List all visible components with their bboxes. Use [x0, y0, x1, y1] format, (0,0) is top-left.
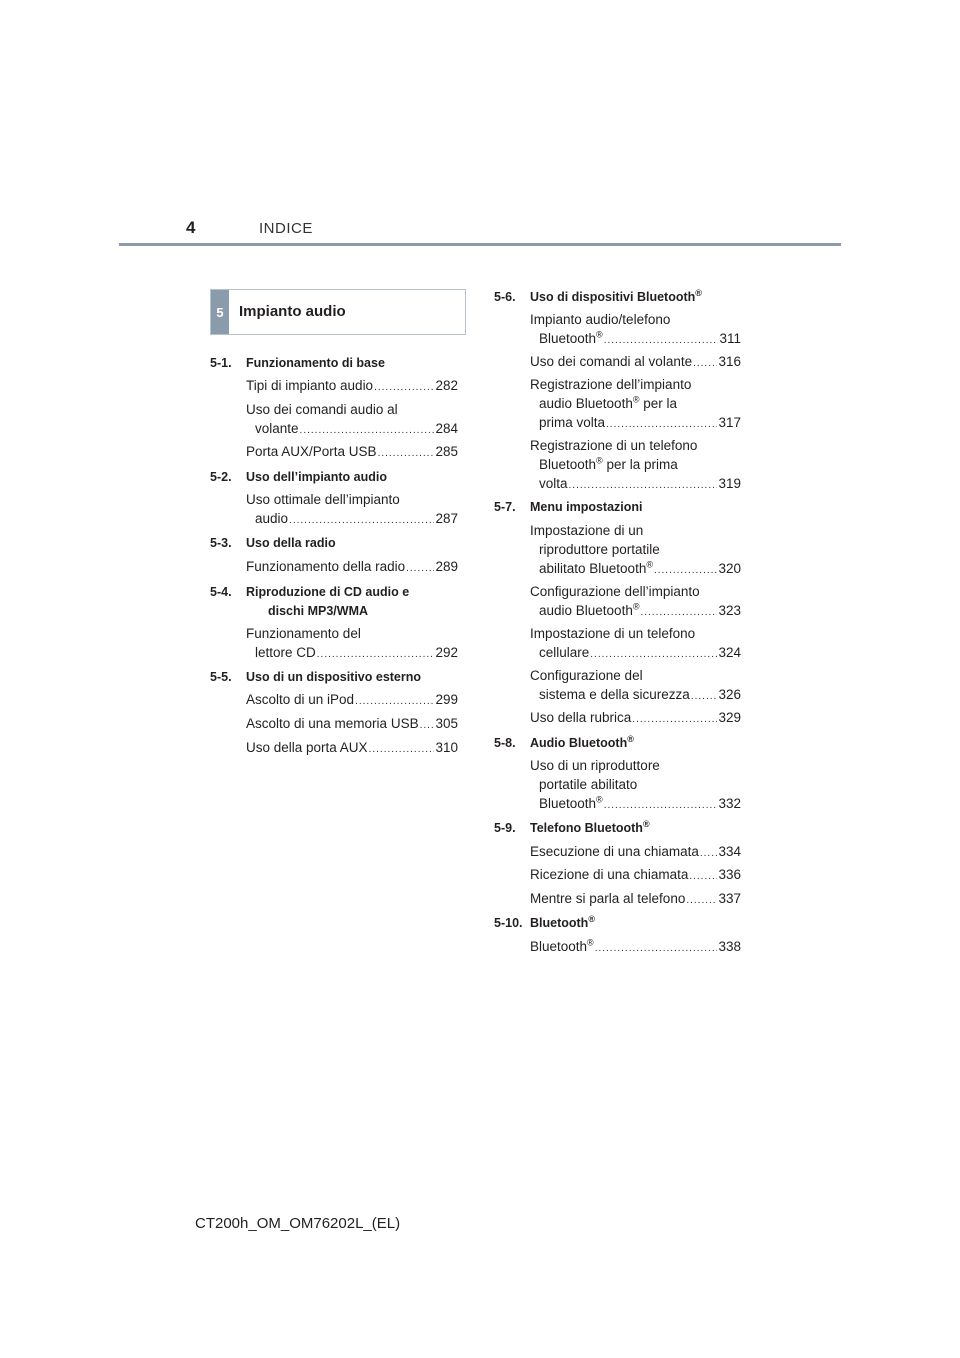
toc-entry[interactable]: Impianto audio/telefono Bluetooth® ..... 311 [530, 310, 741, 350]
toc-entry[interactable]: Uso della porta AUX ..... 310 [246, 738, 458, 759]
section-title: Impianto audio [239, 303, 346, 320]
page-ref: 323 [718, 603, 741, 618]
page-ref: 299 [435, 692, 458, 707]
page-ref: 337 [718, 891, 741, 906]
chapter-number: 5-1. [210, 356, 232, 370]
page-ref: 317 [718, 415, 741, 430]
toc-entry[interactable]: Ascolto di una memoria USB ..... 305 [246, 714, 458, 735]
toc-entry[interactable]: Uso dei comandi audio al volante ..... 284 [246, 400, 458, 440]
chapter-title: Uso dell’impianto audio [246, 470, 387, 484]
page-ref: 316 [718, 354, 741, 369]
toc-entry[interactable]: Ascolto di un iPod ..... 299 [246, 690, 458, 711]
page-ref: 329 [718, 710, 741, 725]
page-ref: 282 [435, 378, 458, 393]
registered-mark: ® [642, 818, 650, 829]
toc-entry[interactable]: Uso ottimale dell’impianto audio ..... 287 [246, 490, 458, 530]
section-heading [210, 289, 466, 335]
chapter-title: Audio Bluetooth [530, 736, 628, 750]
toc-entry[interactable]: Uso dei comandi al volante ..... 316 [530, 352, 741, 373]
toc-entry[interactable]: Porta AUX/Porta USB ..... 285 [246, 442, 458, 463]
chapter-title: Riproduzione di CD audio e [246, 585, 410, 599]
page-ref: 332 [718, 796, 741, 811]
document-code: CT200h_OM_OM76202L_(EL) [195, 1215, 401, 1232]
page-ref: 289 [435, 559, 458, 574]
chapter-title: Uso di dispositivi Bluetooth [530, 290, 696, 304]
toc-entry[interactable]: Funzionamento della radio ..... 289 [246, 557, 458, 578]
chapter-number: 5-5. [210, 670, 232, 684]
page-ref: 310 [435, 740, 458, 755]
page-ref: 292 [435, 645, 458, 660]
chapter-number: 5-9. [494, 821, 516, 835]
chapter-title: Funzionamento di base [246, 356, 385, 370]
chapter-title: Telefono Bluetooth [530, 821, 643, 835]
page-ref: 336 [718, 867, 741, 882]
section-number: 5 [211, 290, 229, 334]
toc-entry[interactable]: Registrazione di un telefono Bluetooth® per la prima volta ..... 319 [530, 436, 741, 495]
toc-entry[interactable]: Funzionamento del lettore CD ..... 292 [246, 624, 458, 664]
toc-entry[interactable]: Uso di un riproduttore portatile abilitato Bluetooth® ..... 332 [530, 756, 741, 815]
toc-entry[interactable]: Uso della rubrica ..... 329 [530, 708, 741, 729]
chapter-number: 5-6. [494, 290, 516, 304]
chapter-number: 5-7. [494, 500, 516, 514]
toc-entry[interactable]: Tipi di impianto audio ..... 282 [246, 376, 458, 397]
page-header-title: INDICE [259, 220, 313, 237]
page-ref: 311 [719, 331, 741, 346]
chapter-number: 5-8. [494, 736, 516, 750]
page-ref: 338 [718, 939, 741, 954]
chapter-title-continued: dischi MP3/WMA [268, 604, 369, 618]
page-ref: 285 [435, 444, 458, 459]
page-ref: 326 [718, 687, 741, 702]
page-ref: 334 [718, 844, 741, 859]
toc-entry[interactable]: Esecuzione di una chiamata ..... 334 [530, 842, 741, 863]
page-ref: 324 [718, 645, 741, 660]
chapter-title: Bluetooth [530, 916, 589, 930]
toc-entry[interactable]: Configurazione dell’impianto audio Bluetooth® ..... 323 [530, 582, 741, 622]
toc-entry[interactable]: Ricezione di una chiamata ..... 336 [530, 865, 741, 886]
chapter-title: Uso di un dispositivo esterno [246, 670, 422, 684]
page-number: 4 [186, 218, 196, 237]
page-ref: 284 [435, 421, 458, 436]
header-rule [119, 243, 841, 246]
page-ref: 320 [718, 561, 741, 576]
toc-entry[interactable]: Impostazione di un telefono cellulare ..... 324 [530, 624, 741, 664]
registered-mark: ® [588, 913, 595, 924]
registered-mark: ® [695, 287, 702, 298]
toc-entry[interactable]: Registrazione dell’impianto audio Bluetooth® per la prima volta ..... 317 [530, 375, 741, 434]
toc-entry[interactable]: Configurazione del sistema e della sicurezza ..... 326 [530, 666, 741, 706]
chapter-number: 5-10. [494, 916, 523, 930]
toc-entry[interactable]: Impostazione di un riproduttore portatile abilitato Bluetooth® ..... 320 [530, 521, 741, 580]
chapter-number: 5-4. [210, 585, 232, 599]
page-ref: 319 [718, 476, 741, 491]
chapter-5-4[interactable] [210, 583, 460, 623]
chapter-title: Uso della radio [246, 536, 336, 550]
toc-entry[interactable]: Mentre si parla al telefono ..... 337 [530, 889, 741, 910]
registered-mark: ® [627, 733, 634, 744]
page-ref: 287 [435, 511, 458, 526]
chapter-title: Menu impostazioni [530, 500, 643, 514]
chapter-number: 5-3. [210, 536, 232, 550]
chapter-number: 5-2. [210, 470, 232, 484]
page-ref: 305 [435, 716, 458, 731]
toc-entry[interactable]: Bluetooth® ..... 338 [530, 937, 741, 958]
